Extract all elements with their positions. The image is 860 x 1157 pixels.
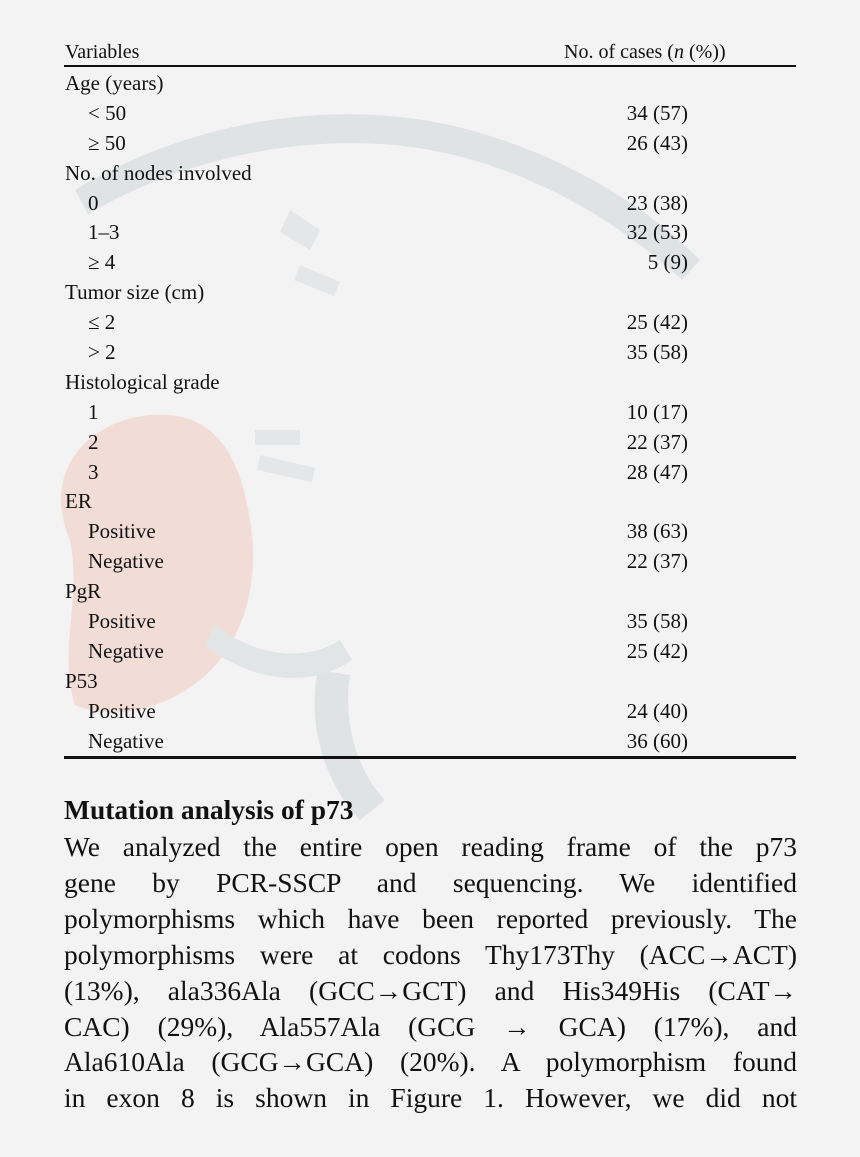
table-row [64, 127, 796, 157]
table-row [64, 246, 796, 276]
table-row [64, 515, 796, 545]
row-value: 25 (42) [626, 638, 688, 663]
table-row [64, 97, 796, 127]
row-label: ER [65, 489, 92, 514]
table-row [64, 216, 796, 246]
table-header [64, 38, 796, 67]
column-header-cases: No. of cases (n (%)) [564, 41, 726, 63]
table-row [64, 605, 796, 635]
row-value: 26 (43) [626, 130, 688, 155]
table-row [64, 575, 796, 605]
row-value: 28 (47) [626, 459, 688, 484]
paragraph-line: in exon 8 is shown in Figure 1. However, we did not [64, 1082, 797, 1114]
row-value: 24 (40) [626, 698, 688, 723]
row-value: 36 (60) [626, 728, 688, 753]
row-label: Histological grade [65, 369, 220, 394]
patient-characteristics-table [64, 38, 796, 759]
body-paragraph [64, 829, 797, 1116]
paragraph-line: CAC) (29%), Ala557Ala (GCG → GCA) (17%), and [64, 1010, 797, 1042]
paragraph-line: Ala610Ala (GCG→GCA) (20%). A polymorphism found [64, 1046, 797, 1078]
row-label: 0 [88, 190, 99, 215]
row-label: 1–3 [88, 220, 120, 245]
row-value: 34 (57) [626, 100, 688, 125]
paragraph-line: We analyzed the entire open reading frame of the p73 [64, 831, 797, 862]
row-label: Positive [88, 609, 156, 634]
paragraph-line: (13%), ala336Ala (GCC→GCT) and His349His (CAT→ [64, 974, 797, 1006]
row-value: 32 (53) [626, 220, 688, 245]
row-label: Age (years) [65, 71, 164, 95]
table-row [64, 456, 796, 486]
row-label: Negative [88, 549, 164, 574]
table-row [64, 396, 796, 426]
table-row [64, 336, 796, 366]
table-row [64, 187, 796, 217]
table-row [64, 157, 796, 187]
row-label: ≤ 2 [88, 310, 116, 335]
row-value: 10 (17) [626, 399, 688, 424]
table-body [64, 67, 796, 759]
paragraph-line: gene by PCR-SSCP and sequencing. We identified [64, 866, 797, 898]
row-label: Positive [88, 519, 156, 544]
row-label: No. of nodes involved [65, 160, 252, 185]
column-header-variables: Variables [65, 41, 140, 63]
row-value: 35 (58) [626, 609, 688, 634]
table-row [64, 695, 796, 725]
row-label: Positive [88, 698, 156, 723]
paragraph-line: polymorphisms which have been reported previously. The [64, 902, 797, 934]
row-label: 3 [88, 459, 99, 484]
table-row [64, 366, 796, 396]
table-row [64, 276, 796, 306]
table-row [64, 725, 796, 755]
row-value: 35 (58) [626, 340, 688, 365]
row-label: < 50 [88, 100, 127, 125]
row-value: 22 (37) [626, 549, 688, 574]
table-row [64, 635, 796, 665]
row-label: ≥ 4 [88, 250, 116, 275]
row-value: 25 (42) [626, 310, 688, 335]
row-value: 22 (37) [626, 429, 688, 454]
table-row [64, 67, 796, 97]
row-label: ≥ 50 [88, 130, 126, 155]
row-value: 5 (9) [647, 250, 688, 275]
row-label: 1 [88, 399, 99, 424]
row-label: > 2 [88, 340, 116, 365]
row-value: 38 (63) [626, 519, 688, 544]
paragraph-line: polymorphisms were at codons Thy173Thy (ACC→ACT) [64, 938, 797, 970]
row-label: 2 [88, 429, 99, 454]
row-label: PgR [65, 579, 102, 604]
section-heading: Mutation analysis of p73 [64, 794, 354, 825]
row-label: Negative [88, 728, 164, 753]
table-row [64, 545, 796, 575]
table-row [64, 485, 796, 515]
row-value: 23 (38) [626, 190, 688, 215]
table-row [64, 665, 796, 695]
row-label: P53 [65, 668, 98, 693]
table-row [64, 306, 796, 336]
row-label: Tumor size (cm) [65, 280, 205, 305]
row-label: Negative [88, 638, 164, 663]
table-row [64, 426, 796, 456]
